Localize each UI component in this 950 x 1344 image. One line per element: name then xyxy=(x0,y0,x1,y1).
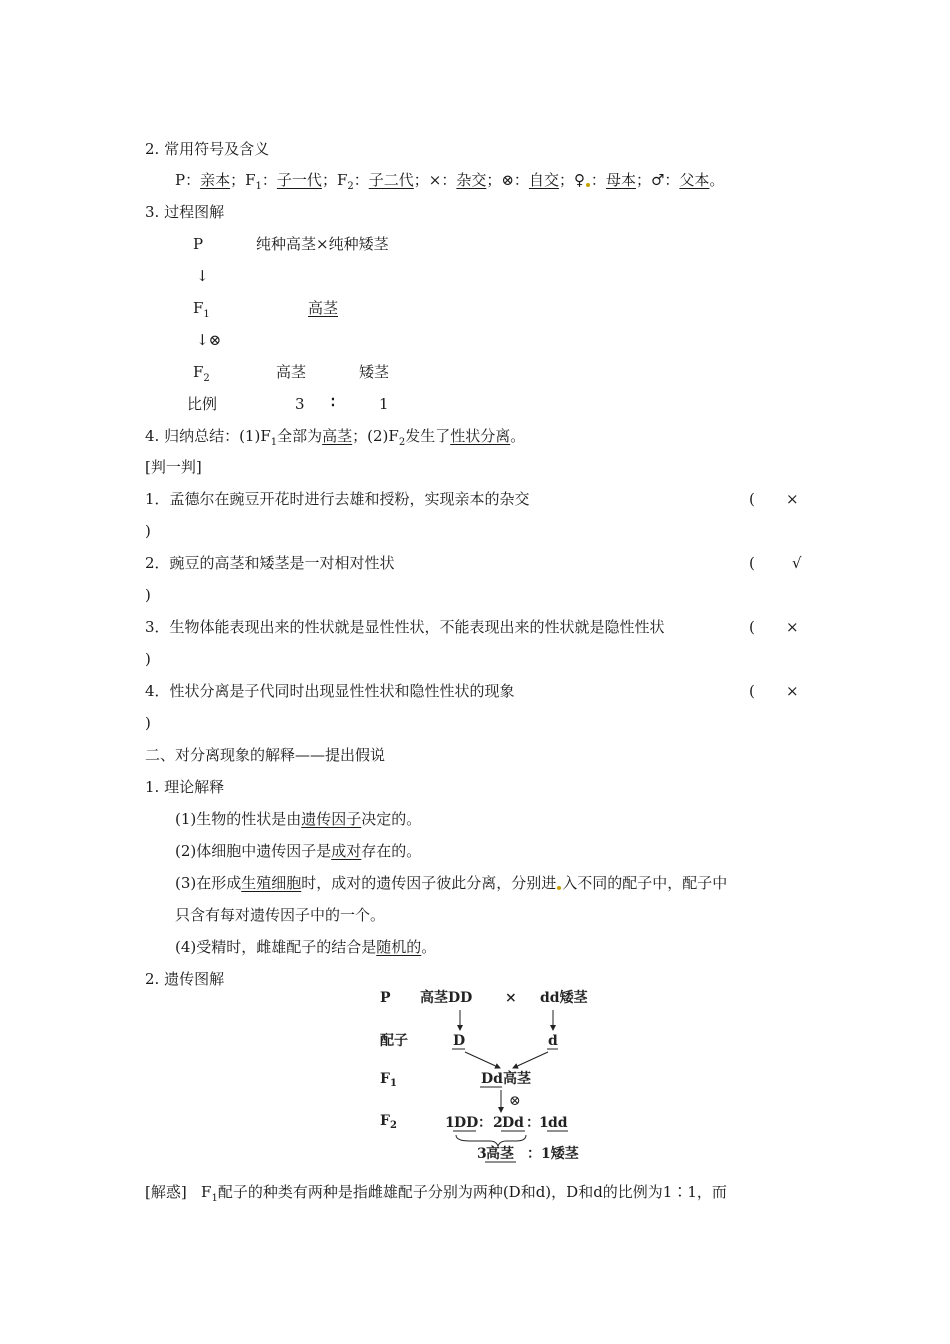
diagram-p-left: 高茎DD xyxy=(420,990,473,1006)
judge-paren-close: ) xyxy=(145,714,151,732)
symbol-f1-sub: 1 xyxy=(255,181,262,192)
explain-tag: [解惑] xyxy=(145,1183,187,1201)
theory-answer: 生殖细胞 xyxy=(241,874,302,892)
process-f1-text: 高茎 xyxy=(308,299,339,317)
process-p-text: 纯种高茎×纯种矮茎 xyxy=(256,235,389,253)
diagram-f1-phenotype: 高茎 xyxy=(503,1071,531,1087)
theory-1 xyxy=(175,809,421,829)
diagram-f2-colon: ： xyxy=(527,1146,541,1162)
colon: ： xyxy=(590,171,606,189)
summary-sub: 2 xyxy=(398,437,406,448)
genetic-title: 2. 遗传图解 xyxy=(145,970,225,988)
down-arrow-self-icon: ↓⊗ xyxy=(196,331,222,349)
f1-sub: 1 xyxy=(389,1078,397,1089)
theory-2 xyxy=(175,841,421,861)
diagram-f2-Dd: Dd xyxy=(502,1115,524,1131)
summary-part: 全部为 xyxy=(277,427,323,445)
diagram-f2-n3: 1 xyxy=(539,1115,549,1131)
theory-text: 存在的。 xyxy=(361,842,422,860)
diagram-f2-tall: 高茎 xyxy=(486,1146,514,1162)
process-short: 矮茎 xyxy=(359,363,390,381)
theory-text: 入不同的配子中，配子中 xyxy=(562,874,728,892)
judge-item-3: 3．生物体能表现出来的性状就是显性性状，不能表现出来的性状就是隐性性状 xyxy=(145,618,665,636)
symbol-f2-meaning: 子二代 xyxy=(368,171,414,189)
ratio-1: 1 xyxy=(379,395,389,413)
female-icon: ；♀ xyxy=(558,171,585,189)
process-f1 xyxy=(193,298,210,325)
f2-sub: 2 xyxy=(389,1120,397,1131)
judge-item-2: 2．豌豆的高茎和矮茎是一对相对性状 xyxy=(145,554,395,572)
judge-paren-open: ( xyxy=(749,618,755,636)
dot-mark-icon xyxy=(586,183,590,187)
summary-answer-separation: 性状分离 xyxy=(450,427,511,445)
judge-paren-open: ( xyxy=(749,682,755,700)
summary-line xyxy=(145,426,525,453)
symbol-self-meaning: 自交 xyxy=(528,171,559,189)
diagram-f2-n4: 3 xyxy=(477,1146,487,1162)
judge-title: [判一判] xyxy=(145,458,202,476)
diagram-f2-dd: dd xyxy=(548,1115,568,1131)
explain-sub: 1 xyxy=(211,1193,218,1204)
down-arrow-icon: ↓ xyxy=(196,267,209,285)
ratio-colon: ∶ xyxy=(331,393,335,411)
explain-text: 配子的种类有两种是指雌雄配子分别为两种(D和d)，D和d的比例为1∶1，而 xyxy=(217,1183,727,1201)
judge-paren-close: ) xyxy=(145,522,151,540)
theory-text: (3)在形成 xyxy=(175,874,242,892)
process-tall: 高茎 xyxy=(276,363,307,381)
theory-text: 时，成对的遗传因子彼此分离，分别进 xyxy=(301,874,557,892)
f1-label: F xyxy=(193,299,204,317)
diagram-p: P xyxy=(380,990,391,1006)
diagram-f2-colon: ： xyxy=(478,1115,492,1131)
judge-mark-3: × xyxy=(786,618,799,636)
colon: ： xyxy=(261,171,277,189)
theory-text: (1)生物的性状是由 xyxy=(175,810,302,828)
period: 。 xyxy=(510,427,526,445)
summary-part: 4. 归纳总结：(1)F xyxy=(145,427,271,445)
diagram-f2-colon: ： xyxy=(526,1115,540,1131)
judge-mark-2: √ xyxy=(792,554,802,572)
symbol-cross: ；×： xyxy=(413,171,457,189)
colon: ： xyxy=(353,171,369,189)
symbol-male-meaning: 父本 xyxy=(679,171,710,189)
ratio-3: 3 xyxy=(295,395,305,413)
theory-text: 。 xyxy=(421,938,437,956)
summary-answer-tall: 高茎 xyxy=(322,427,353,445)
f2-label: F xyxy=(193,363,204,381)
theory-text: (2)体细胞中遗传因子是 xyxy=(175,842,332,860)
diagram-f2-n2: 2 xyxy=(493,1115,503,1131)
symbol-f2-sub: 2 xyxy=(347,181,354,192)
explain-line xyxy=(145,1182,727,1209)
explain-text: F xyxy=(201,1183,212,1201)
theory-answer: 随机的 xyxy=(376,938,422,956)
diagram-p-right: dd矮茎 xyxy=(540,990,588,1006)
summary-sub: 1 xyxy=(270,437,278,448)
diagram-f2-short: 1矮茎 xyxy=(541,1146,579,1162)
symbol-p: P： xyxy=(175,171,201,189)
symbol-f1: ；F xyxy=(230,171,256,189)
theory-text: 决定的。 xyxy=(361,810,422,828)
judge-paren-close: ) xyxy=(145,650,151,668)
symbol-self: ；⊗： xyxy=(486,171,529,189)
symbol-p-meaning: 亲本 xyxy=(200,171,231,189)
judge-paren-open: ( xyxy=(749,554,755,572)
diagram-f1-genotype: Dd xyxy=(481,1071,503,1087)
diagram-f2 xyxy=(380,1113,397,1131)
process-p: P xyxy=(193,235,204,253)
diagram-times: × xyxy=(505,990,517,1006)
process-f2 xyxy=(193,362,210,389)
self-cross-icon: ⊗ xyxy=(509,1093,521,1109)
symbol-female-meaning: 母本 xyxy=(605,171,636,189)
diagram-gamete-d: d xyxy=(548,1033,558,1049)
diagram-gamete-label: 配子 xyxy=(380,1033,408,1049)
symbols-line xyxy=(175,170,724,197)
judge-item-4: 4．性状分离是子代同时出现显性性状和隐性性状的现象 xyxy=(145,682,515,700)
judge-paren-open: ( xyxy=(749,490,755,508)
symbol-f1-meaning: 子一代 xyxy=(276,171,322,189)
theory-answer: 成对 xyxy=(331,842,362,860)
f1-label: F xyxy=(380,1071,390,1087)
theory-text: (4)受精时，雌雄配子的结合是 xyxy=(175,938,377,956)
judge-mark-4: × xyxy=(786,682,799,700)
section-2-title: 2. 常用符号及含义 xyxy=(145,140,270,158)
theory-4 xyxy=(175,937,436,957)
dot-mark-icon xyxy=(557,886,561,890)
theory-title: 1. 理论解释 xyxy=(145,778,225,796)
section-3-title: 3. 过程图解 xyxy=(145,203,225,221)
diagram-gamete-D: D xyxy=(453,1033,466,1049)
theory-answer: 遗传因子 xyxy=(301,810,362,828)
genetic-diagram xyxy=(370,980,620,1170)
summary-part: ；(2)F xyxy=(352,427,399,445)
diagram-f1 xyxy=(380,1071,397,1089)
theory-3-cont: 只含有每对遗传因子中的一个。 xyxy=(175,906,386,924)
ratio-label: 比例 xyxy=(187,395,218,413)
f2-label: F xyxy=(380,1113,390,1129)
symbol-f2: ；F xyxy=(321,171,348,189)
diagram-f2-n1: 1 xyxy=(445,1115,455,1131)
period: 。 xyxy=(709,171,725,189)
male-icon: ；♂： xyxy=(635,171,680,189)
f2-sub: 2 xyxy=(203,373,210,384)
part-2-title: 二、对分离现象的解释——提出假说 xyxy=(145,746,386,764)
judge-mark-1: × xyxy=(786,490,799,508)
symbol-cross-meaning: 杂交 xyxy=(456,171,487,189)
diagram-f2-DD: DD xyxy=(454,1115,479,1131)
summary-part: 发生了 xyxy=(405,427,451,445)
theory-3 xyxy=(175,873,727,893)
judge-paren-close: ) xyxy=(145,586,151,604)
f1-sub: 1 xyxy=(203,309,210,320)
judge-item-1: 1．孟德尔在豌豆开花时进行去雄和授粉，实现亲本的杂交 xyxy=(145,490,530,508)
